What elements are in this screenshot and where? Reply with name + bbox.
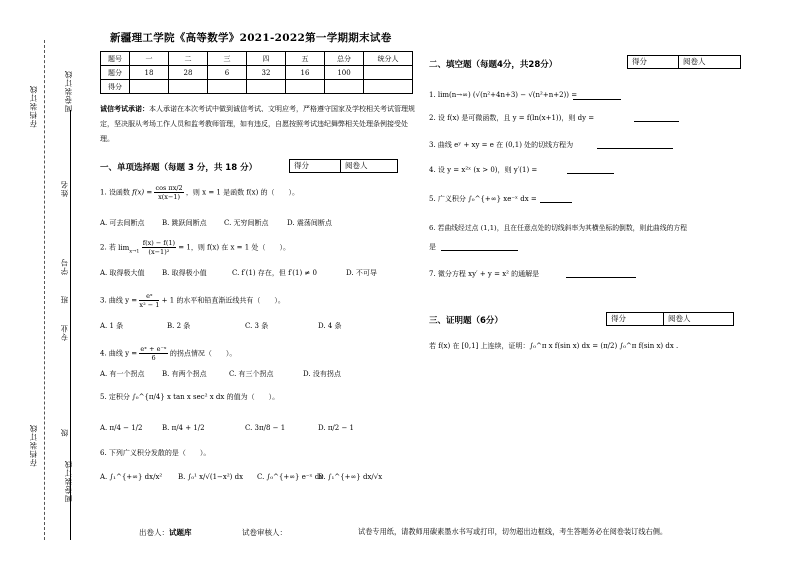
grader-score-label: 得分 (290, 160, 341, 172)
footer-note: 试卷专用纸，请教师用碳素墨水书写或打印，切勿超出边框线，考生答题务必在阅卷装订线右侧。 (358, 527, 668, 536)
fill-blank-5[interactable] (540, 202, 572, 203)
q6-option-b[interactable]: B. ∫₀¹ x/√(1−x²) dx (178, 473, 244, 481)
integrity-notice-text: 本人承诺在本次考试中做到诚信考试、文明应考，严格遵守国家及学校相关考试管理规定，坚决服从考场工作人员和监考教师管理，如有违反，自愿按照考试违纪舞弊相关处理条例接受处理。 (100, 105, 415, 143)
score-cell (130, 80, 169, 94)
q4-stem: 4. 曲线 y = $\frac{\text{eˣ + e⁻ˣ}}{6}$ 的拐点情况（ ）。 (100, 345, 237, 362)
q4-option-b[interactable]: B. 有两个拐点 (162, 370, 207, 378)
q1-option-b[interactable]: B. 跳跃间断点 (162, 219, 207, 227)
footer-reviewer-label: 试卷审核人： (242, 528, 287, 537)
q6-option-d[interactable]: D. ∫₁^{+∞} dx/√x (318, 473, 383, 481)
q3-stem: 3. 曲线 y = $\frac{\text{eˣ}}{\text{x² − 1}}$ + 1 的水平和铅直渐近线共有（ ）。 (100, 292, 285, 309)
grader-score-label: 得分 (607, 313, 664, 325)
score-table (100, 51, 413, 94)
grader-reviewer-label: 阅卷人 (668, 314, 691, 323)
q4-fraction: $\frac{\text{eˣ + e⁻ˣ}}{6}$ (140, 345, 167, 362)
q6-option-c[interactable]: C. ∫₀^{+∞} e⁻ˣ dx (257, 473, 324, 481)
fill-item-4: 4. 设 y = x²ˣ (x > 0)，则 y′(1) = (429, 166, 538, 174)
fill-item-5: 5. 广义积分 ∫₀^{+∞} xe⁻ˣ dx = (429, 195, 537, 203)
score-table-scored-row (101, 80, 413, 94)
score-cell: 五 (286, 52, 325, 66)
section3-grader-box (606, 312, 734, 326)
footer-setter: 出卷人：试题库 (139, 528, 192, 537)
q1-stem: 1. 设函数 f(x) = $\frac{\text{cos πx/2}}{x(x-1)}$ ，则 x = 1 是函数 f(x) 的（ ）。 (100, 184, 300, 201)
score-cell: 统分人 (364, 52, 413, 66)
q3-option-c[interactable]: C. 3 条 (245, 322, 269, 330)
fill-item-3: 3. 曲线 eʸ + xy = e 在 (0,1) 处的切线方程为 (429, 141, 574, 149)
major-label: 专业 (60, 324, 69, 341)
student-id-label: 学号 (60, 258, 69, 275)
q1-option-c[interactable]: C. 无穷间断点 (224, 219, 269, 227)
section1-grader-box (289, 159, 398, 173)
score-cell: 18 (130, 66, 169, 80)
score-table-header-row (101, 52, 413, 66)
grader-reviewer-label: 阅卷人 (683, 57, 706, 66)
q5-option-b[interactable]: B. π/4 + 1/2 (162, 424, 205, 432)
q5-option-c[interactable]: C. 3π/8 − 1 (245, 424, 286, 432)
grade-label: 级 (60, 428, 69, 437)
score-cell (364, 80, 413, 94)
section1-heading: 一、单项选择题（每题 3 分，共 18 分） (100, 163, 258, 173)
q5-option-d[interactable]: D. π/2 − 1 (318, 424, 354, 432)
archive-binding-label-top: 存档装订线 (29, 85, 38, 128)
q4-option-d[interactable]: D. 没有拐点 (303, 370, 341, 378)
score-cell (208, 80, 247, 94)
score-cell (286, 80, 325, 94)
score-cell: 6 (208, 66, 247, 80)
q2-option-d[interactable]: D. 不可导 (346, 269, 377, 277)
score-cell (325, 80, 364, 94)
exam-title: 新疆理工学院《高等数学》2021-2022第一学期期末试卷 (110, 32, 392, 44)
section2-heading: 二、填空题（每题4分，共28分） (429, 60, 558, 70)
score-cell (364, 66, 413, 80)
grader-score-label: 得分 (628, 56, 679, 68)
score-cell: 32 (247, 66, 286, 80)
q1-option-d[interactable]: D. 震荡间断点 (287, 219, 332, 227)
integrity-notice-label: 诚信考试承诺： (100, 104, 149, 113)
fill-item-2: 2. 设 f(x) 是可微函数，且 y = f(ln(x+1))，则 dy = (429, 114, 595, 122)
score-cell: 100 (325, 66, 364, 80)
q1-fraction: $\frac{\text{cos πx/2}}{x(x-1)}$ (155, 184, 183, 201)
score-cell: 三 (208, 52, 247, 66)
grader-reviewer-label: 阅卷人 (345, 161, 368, 170)
score-cell: 四 (247, 52, 286, 66)
fill-blank-1[interactable] (573, 99, 621, 100)
fill-blank-4[interactable] (567, 173, 614, 174)
q3-option-a[interactable]: A. 1 条 (100, 322, 124, 330)
q2-option-b[interactable]: B. 取得极小值 (162, 269, 207, 277)
q6-stem: 6. 下列广义积分发散的是（ ）。 (100, 449, 211, 457)
q2-option-a[interactable]: A. 取得极大值 (100, 269, 145, 277)
review-binding-label-bottom: 阅卷装订线 (64, 460, 73, 503)
q5-stem: 5. 定积分 ∫₀^{π/4} x tan x sec² x dx 的值为（ ）。 (100, 393, 280, 401)
score-cell: 得分 (101, 80, 130, 94)
fill-item-6: 6. 若曲线经过点 (1,1)，且在任意点处的切线斜率为其横坐标的倒数，则此曲线的方程 (429, 224, 688, 232)
fill-item-7: 7. 微分方程 xy′ + y = x² 的通解是 (429, 270, 540, 278)
q4-option-a[interactable]: A. 有一个拐点 (100, 370, 145, 378)
q6-option-a[interactable]: A. ∫₁^{+∞} dx/x² (100, 473, 163, 481)
archive-binding-label-bottom: 存档装订线 (29, 424, 38, 467)
q1-option-a[interactable]: A. 可去间断点 (100, 219, 145, 227)
review-binding-label-top: 阅卷装订线 (64, 70, 73, 113)
proof-statement: 若 f(x) 在 [0,1] 上连续，证明：∫₀^π x f(sin x) dx = (π/2) ∫₀^π f(sin x) dx . (429, 342, 679, 350)
integrity-notice (100, 101, 420, 147)
q2-option-c[interactable]: C. f′(1) 存在，但 f′(1) ≠ 0 (232, 269, 317, 277)
score-cell: 16 (286, 66, 325, 80)
score-cell: 总分 (325, 52, 364, 66)
fill-item-1: 1. lim(n→∞) (√(n²+4n+3) − √(n²+n+2)) = (429, 91, 578, 99)
section2-grader-box (627, 55, 741, 69)
q2-stem: 2. 若 $\lim_{x\to 1}$ $\frac{f(x) - f(1)}{\text{(x−1)²}}$ = 1，则 f(x) 在 x = 1 处（ ）。 (100, 239, 290, 256)
fill-item-6-tail: 是 (429, 243, 436, 251)
fill-blank-6[interactable] (441, 250, 518, 251)
class-label: 班 (60, 295, 69, 304)
q4-option-c[interactable]: C. 有三个拐点 (229, 370, 274, 378)
score-cell: 28 (169, 66, 208, 80)
score-table-points-row (101, 66, 413, 80)
q3-fraction: $\frac{\text{eˣ}}{\text{x² − 1}}$ (139, 292, 160, 309)
q5-option-a[interactable]: A. π/4 − 1/2 (100, 424, 143, 432)
fill-blank-3[interactable] (597, 148, 673, 149)
fill-blank-7[interactable] (566, 277, 636, 278)
q3-option-b[interactable]: B. 2 条 (167, 322, 191, 330)
q2-fraction: $\frac{f(x) - f(1)}{\text{(x−1)²}}$ (142, 239, 176, 256)
score-cell: 题分 (101, 66, 130, 80)
score-cell: 题号 (101, 52, 130, 66)
score-cell: 一 (130, 52, 169, 66)
name-label: 姓名 (60, 180, 69, 197)
score-cell (247, 80, 286, 94)
score-cell: 二 (169, 52, 208, 66)
fill-blank-2[interactable] (634, 121, 679, 122)
section3-heading: 三、证明题（6分） (429, 316, 503, 326)
binding-dashed-line (44, 40, 45, 540)
q3-option-d[interactable]: D. 4 条 (318, 322, 342, 330)
score-cell (169, 80, 208, 94)
